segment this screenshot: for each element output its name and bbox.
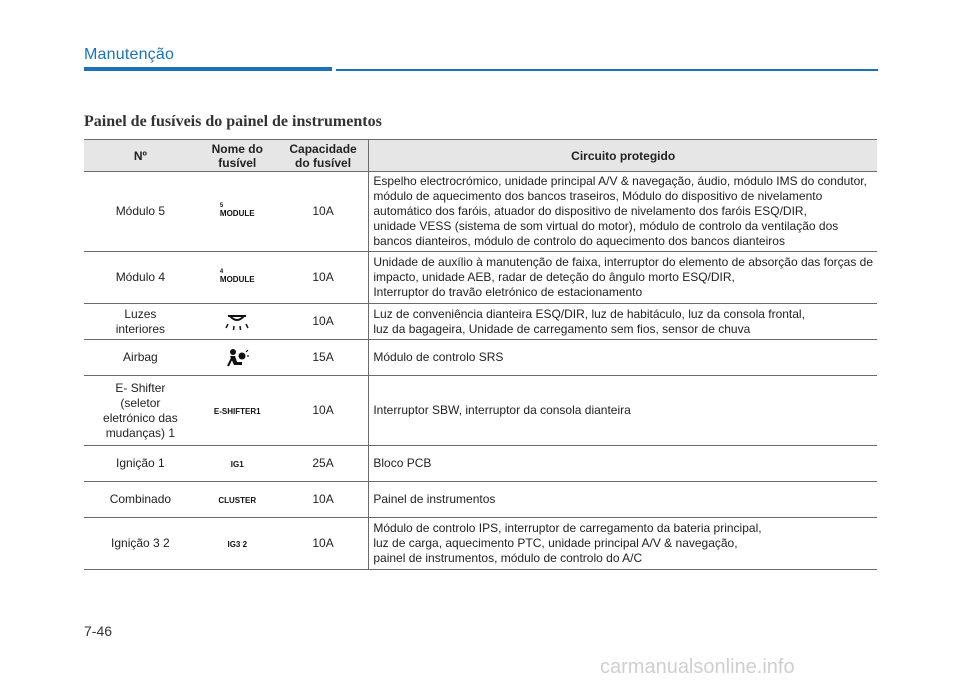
cell-text-line: Ignição 1 <box>116 456 165 470</box>
table-row <box>84 172 877 252</box>
cell-fuse-symbol <box>197 252 278 304</box>
module-text: MODULE <box>219 275 255 284</box>
cell-text-line: (seletor <box>120 395 161 410</box>
cell-fuse-location <box>84 518 197 570</box>
cell-text-line: Combinado <box>109 492 172 506</box>
circuit-text-line: unidade VESS (sistema de som virtual do motor), módulo de controlo da ventilação dos <box>373 219 839 233</box>
cell-text-line: Luzes <box>124 306 157 321</box>
circuit-text-line: luz de carga, aquecimento PTC, unidade principal A/V & navegação, <box>373 536 738 550</box>
circuit-text-line: Módulo de controlo SRS <box>373 350 504 364</box>
airbag-icon <box>201 348 274 368</box>
circuit-text-line: Luz de conveniência dianteira ESQ/DIR, luz de habitáculo, luz da consola frontal, <box>373 306 805 321</box>
cell-capacity: 10A <box>278 482 369 518</box>
cell-fuse-location <box>84 376 197 446</box>
cell-text-line: eletrónico das <box>103 410 178 425</box>
fuse-symbol-text: E-SHIFTER1 <box>213 406 261 416</box>
header-text-line: Nome do <box>211 141 263 156</box>
table-row <box>84 340 877 376</box>
cell-fuse-location <box>84 252 197 304</box>
page-number: 7-46 <box>84 623 113 639</box>
header-text-line: do fusível <box>295 155 352 170</box>
header-text-line: Nº <box>133 148 147 163</box>
header-circuit <box>369 140 877 172</box>
module-number: 4 <box>219 269 224 275</box>
cell-circuit <box>369 172 877 252</box>
cell-circuit <box>369 518 877 570</box>
circuit-text-line: Painel de instrumentos <box>373 492 496 506</box>
cell-text-line: interiores <box>115 321 166 336</box>
cell-fuse-location <box>84 304 197 340</box>
section-rule-thin <box>336 69 878 71</box>
circuit-text-line: Bloco PCB <box>373 456 432 470</box>
cell-capacity: 10A <box>278 172 369 252</box>
header-text-line: Circuito protegido <box>571 148 676 163</box>
fuse-table-body <box>84 172 877 570</box>
cell-text-line: E- Shifter <box>115 380 166 395</box>
header-no <box>84 140 197 172</box>
section-title: Manutenção <box>84 46 175 63</box>
cell-text-line: mudanças) 1 <box>105 425 176 440</box>
module-symbol <box>220 203 255 218</box>
cell-text-line: Módulo 4 <box>115 270 166 284</box>
section-rule-thick <box>84 67 332 71</box>
cell-capacity: 15A <box>278 340 369 376</box>
circuit-text-line: Interruptor do travão eletrónico de estacionamento <box>373 285 643 299</box>
cell-fuse-symbol <box>197 482 278 518</box>
circuit-text-line: luz da bagageira, Unidade de carregamento sem fios, sensor de chuva <box>373 321 751 336</box>
cell-circuit <box>369 340 877 376</box>
cell-fuse-location <box>84 340 197 376</box>
circuit-text-line: Módulo de controlo IPS, interruptor de carregamento da bateria principal, <box>373 521 762 535</box>
cell-fuse-symbol <box>197 376 278 446</box>
cell-capacity: 10A <box>278 376 369 446</box>
cell-text-line: Módulo 5 <box>115 204 166 218</box>
table-row <box>84 252 877 304</box>
circuit-text-line: Interruptor SBW, interruptor da consola dianteira <box>373 403 631 417</box>
cell-circuit <box>369 252 877 304</box>
cell-capacity: 25A <box>278 446 369 482</box>
cell-fuse-location <box>84 446 197 482</box>
table-row <box>84 518 877 570</box>
header-text-line: fusível <box>218 155 257 170</box>
cell-capacity: 10A <box>278 518 369 570</box>
table-row <box>84 304 877 340</box>
module-symbol <box>220 269 255 284</box>
module-text: MODULE <box>219 209 255 218</box>
watermark: carmanualsonline.info <box>600 656 795 678</box>
circuit-text-line: Espelho electrocrómico, unidade principal A/V & navegação, áudio, módulo IMS do condutor, <box>373 174 867 188</box>
circuit-text-line: impacto, unidade AEB, radar de deteção do ângulo morto ESQ/DIR, <box>373 270 735 284</box>
cell-text-line: Ignição 3 2 <box>111 536 170 550</box>
fuse-symbol-text: CLUSTER <box>218 495 257 505</box>
cell-fuse-symbol <box>197 518 278 570</box>
cell-fuse-location <box>84 482 197 518</box>
cell-capacity: 10A <box>278 252 369 304</box>
header-fuse-name <box>197 140 278 172</box>
circuit-text-line: painel de instrumentos, módulo de controlo do A/C <box>373 551 643 565</box>
cell-circuit <box>369 446 877 482</box>
module-number: 5 <box>219 203 224 209</box>
cell-circuit <box>369 482 877 518</box>
circuit-text-line: automático dos faróis, atuador do dispositivo de nivelamento dos faróis ESQ/DIR, <box>373 204 807 218</box>
fuse-table <box>84 139 877 570</box>
table-row <box>84 446 877 482</box>
circuit-text-line: Unidade de auxílio à manutenção de faixa, interruptor do elemento de absorção das forças de <box>373 255 873 269</box>
cell-fuse-symbol <box>197 340 278 376</box>
table-row <box>84 376 877 446</box>
cell-fuse-symbol <box>197 446 278 482</box>
cell-circuit <box>369 304 877 340</box>
table-row <box>84 482 877 518</box>
cell-fuse-symbol <box>197 304 278 340</box>
cell-text-line: Airbag <box>123 350 158 364</box>
header-text-line: Capacidade <box>289 141 357 156</box>
cell-circuit <box>369 376 877 446</box>
cell-fuse-symbol <box>197 172 278 252</box>
circuit-text-line: módulo de aquecimento dos bancos traseiros, Módulo do dispositivo de nivelamento <box>373 189 823 203</box>
fuse-symbol-text: IG1 <box>230 459 244 469</box>
circuit-text-line: bancos dianteiros, módulo de controlo do aquecimento dos bancos dianteiros <box>373 234 785 248</box>
interior-lamp-icon <box>201 313 274 331</box>
cell-capacity: 10A <box>278 304 369 340</box>
page-heading: Painel de fusíveis do painel de instrumentos <box>84 113 382 130</box>
cell-fuse-location <box>84 172 197 252</box>
header-capacity <box>278 140 369 172</box>
table-header-row <box>84 140 877 172</box>
fuse-symbol-text: IG3 2 <box>227 539 248 549</box>
